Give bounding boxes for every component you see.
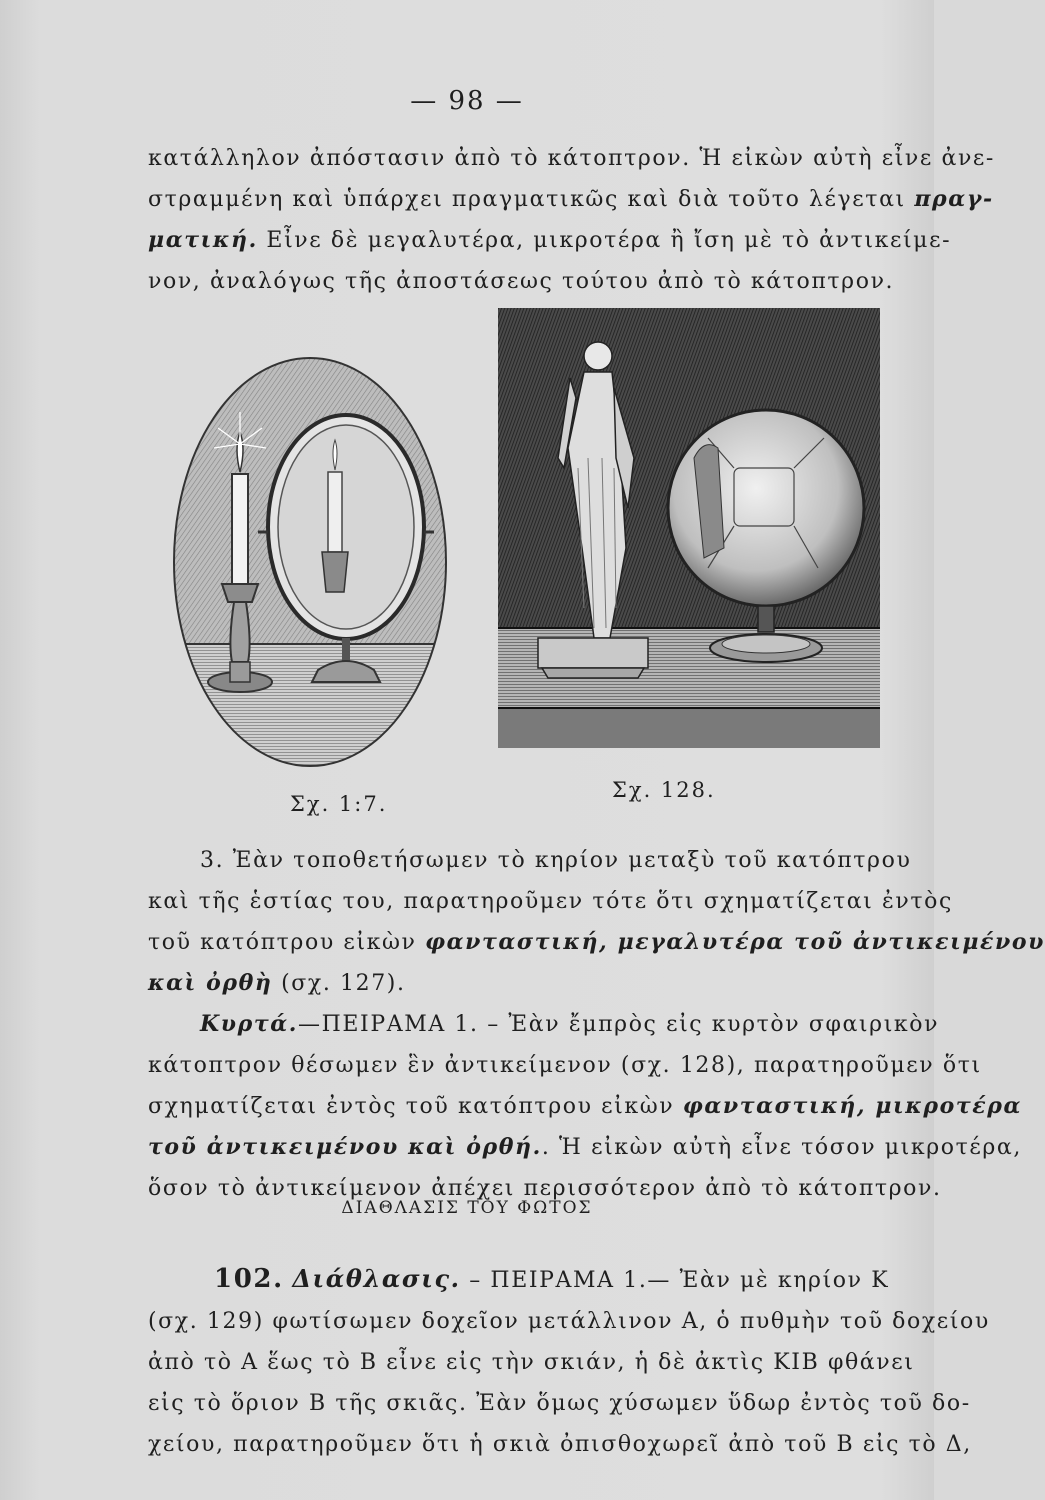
- emphasis-phrase-cont: καὶ ὀρθὴ: [148, 970, 273, 996]
- emphasis-phrase: φανταστική, μεγαλυτέρα τοῦ ἀντικειμένου: [425, 929, 1045, 955]
- sec102-line-1-text: – ΠΕΙΡΑΜΑ 1.— Ἐὰν μὲ κηρίον Κ: [469, 1268, 890, 1293]
- intro-line-3: [148, 220, 952, 261]
- kyrta-line-2: κάτοπτρον θέσωμεν ἓν ἀντικείμενον (σχ. 128), παρατηροῦμεν ὅτι: [148, 1053, 982, 1078]
- figure-128-caption: Σχ. 128.: [612, 778, 716, 802]
- subsection-title: Κυρτά.: [200, 1011, 299, 1037]
- para3-line-4-text: (σχ. 127).: [281, 971, 406, 996]
- intro-line-1: κατάλληλον ἀπόστασιν ἀπὸ τὸ κάτοπτρον. Ἡ εἰκὼν αὐτὴ εἶνε ἀνε-: [148, 146, 995, 171]
- section-title: Διάθλασις.: [292, 1264, 461, 1293]
- page-number: — 98 —: [410, 86, 524, 116]
- kyrta-line-3-text: σχηματίζεται ἐντὸς τοῦ κατόπτρου εἰκὼν: [148, 1094, 675, 1119]
- figure-128-statue-convex-mirror-illustration: [498, 308, 880, 748]
- sec102-line-1: [148, 1258, 908, 1301]
- sec102-line-5: χείου, παρατηροῦμεν ὅτι ἡ σκιὰ ὀπισθοχωρεῖ ἀπὸ τοῦ Β εἰς τὸ Δ,: [148, 1432, 972, 1457]
- para3-line-1: 3. Ἐὰν τοποθετήσωμεν τὸ κηρίον μεταξὺ τοῦ κατόπτρου: [200, 848, 912, 873]
- kyrta-line-4-text: . Ἡ εἰκὼν αὐτὴ εἶνε τόσον μικροτέρα,: [541, 1135, 1022, 1160]
- sec102-line-4: εἰς τὸ ὅριον Β τῆς σκιᾶς. Ἐὰν ὅμως χύσωμεν ὕδωρ ἐντὸς τοῦ δο-: [148, 1391, 971, 1416]
- figure-127-caption: Σχ. 1:7.: [290, 792, 388, 816]
- para3-line-2: καὶ τῆς ἑστίας του, παρατηροῦμεν τότε ὅτι σχηματίζεται ἐντὸς: [148, 889, 953, 914]
- kyrta-line-3: [148, 1086, 1023, 1127]
- kyrta-line-4: [148, 1127, 1022, 1168]
- intro-line-2: [148, 179, 994, 220]
- section-heading: ΔΙΑΘΛΑΣΙΣ ΤΟΥ ΦΩΤΟΣ: [341, 1198, 593, 1218]
- figure-127-candle-mirror-illustration: [168, 352, 452, 772]
- para3-line-3-text: τοῦ κατόπτρου εἰκὼν: [148, 930, 417, 955]
- kyrta-line-5: ὅσον τὸ ἀντικείμενον ἀπέχει περισσότερον ἀπὸ τὸ κάτοπτρον.: [148, 1176, 942, 1201]
- intro-paragraph: [148, 138, 995, 302]
- intro-line-4: νον, ἀναλόγως τῆς ἀποστάσεως τούτου ἀπὸ τὸ κάτοπτρον.: [148, 269, 895, 294]
- paragraph-3: [148, 840, 1045, 1004]
- kyrta-line-1: [148, 1004, 940, 1045]
- section-number: 102.: [214, 1264, 284, 1294]
- intro-line-3-text: Εἶνε δὲ μεγαλυτέρα, μικροτέρα ἢ ἴση μὲ τὸ ἀντικείμε-: [266, 228, 952, 253]
- emphasis-phrase: φανταστική, μικροτέρα: [682, 1093, 1023, 1119]
- emphasis-phrase-cont: τοῦ ἀντικειμένου καὶ ὀρθή.: [148, 1134, 542, 1160]
- emphasis-term-cont: ματική.: [148, 227, 258, 253]
- sec102-line-3: ἀπὸ τὸ Α ἕως τὸ Β εἶνε εἰς τὴν σκιάν, ἡ δὲ ἀκτὶς ΚΙΒ φθάνει: [148, 1350, 915, 1375]
- sec102-line-2: (σχ. 129) φωτίσωμεν δοχεῖον μετάλλινον Α, ὁ πυθμὴν τοῦ δοχείου: [148, 1309, 990, 1334]
- convex-mirrors-paragraph: [148, 1004, 1023, 1209]
- kyrta-line-1-text: —ΠΕΙΡΑΜΑ 1. – Ἐὰν ἔμπρὸς εἰς κυρτὸν σφαιρικὸν: [298, 1012, 940, 1037]
- intro-line-2-text: στραμμένη καὶ ὑπάρχει πραγματικῶς καὶ διὰ τοῦτο λέγεται: [148, 187, 906, 212]
- section-102-paragraph: [148, 1258, 990, 1465]
- para3-line-4: [148, 963, 908, 1004]
- emphasis-term: πραγ-: [914, 186, 994, 212]
- para3-line-3: [148, 922, 1045, 963]
